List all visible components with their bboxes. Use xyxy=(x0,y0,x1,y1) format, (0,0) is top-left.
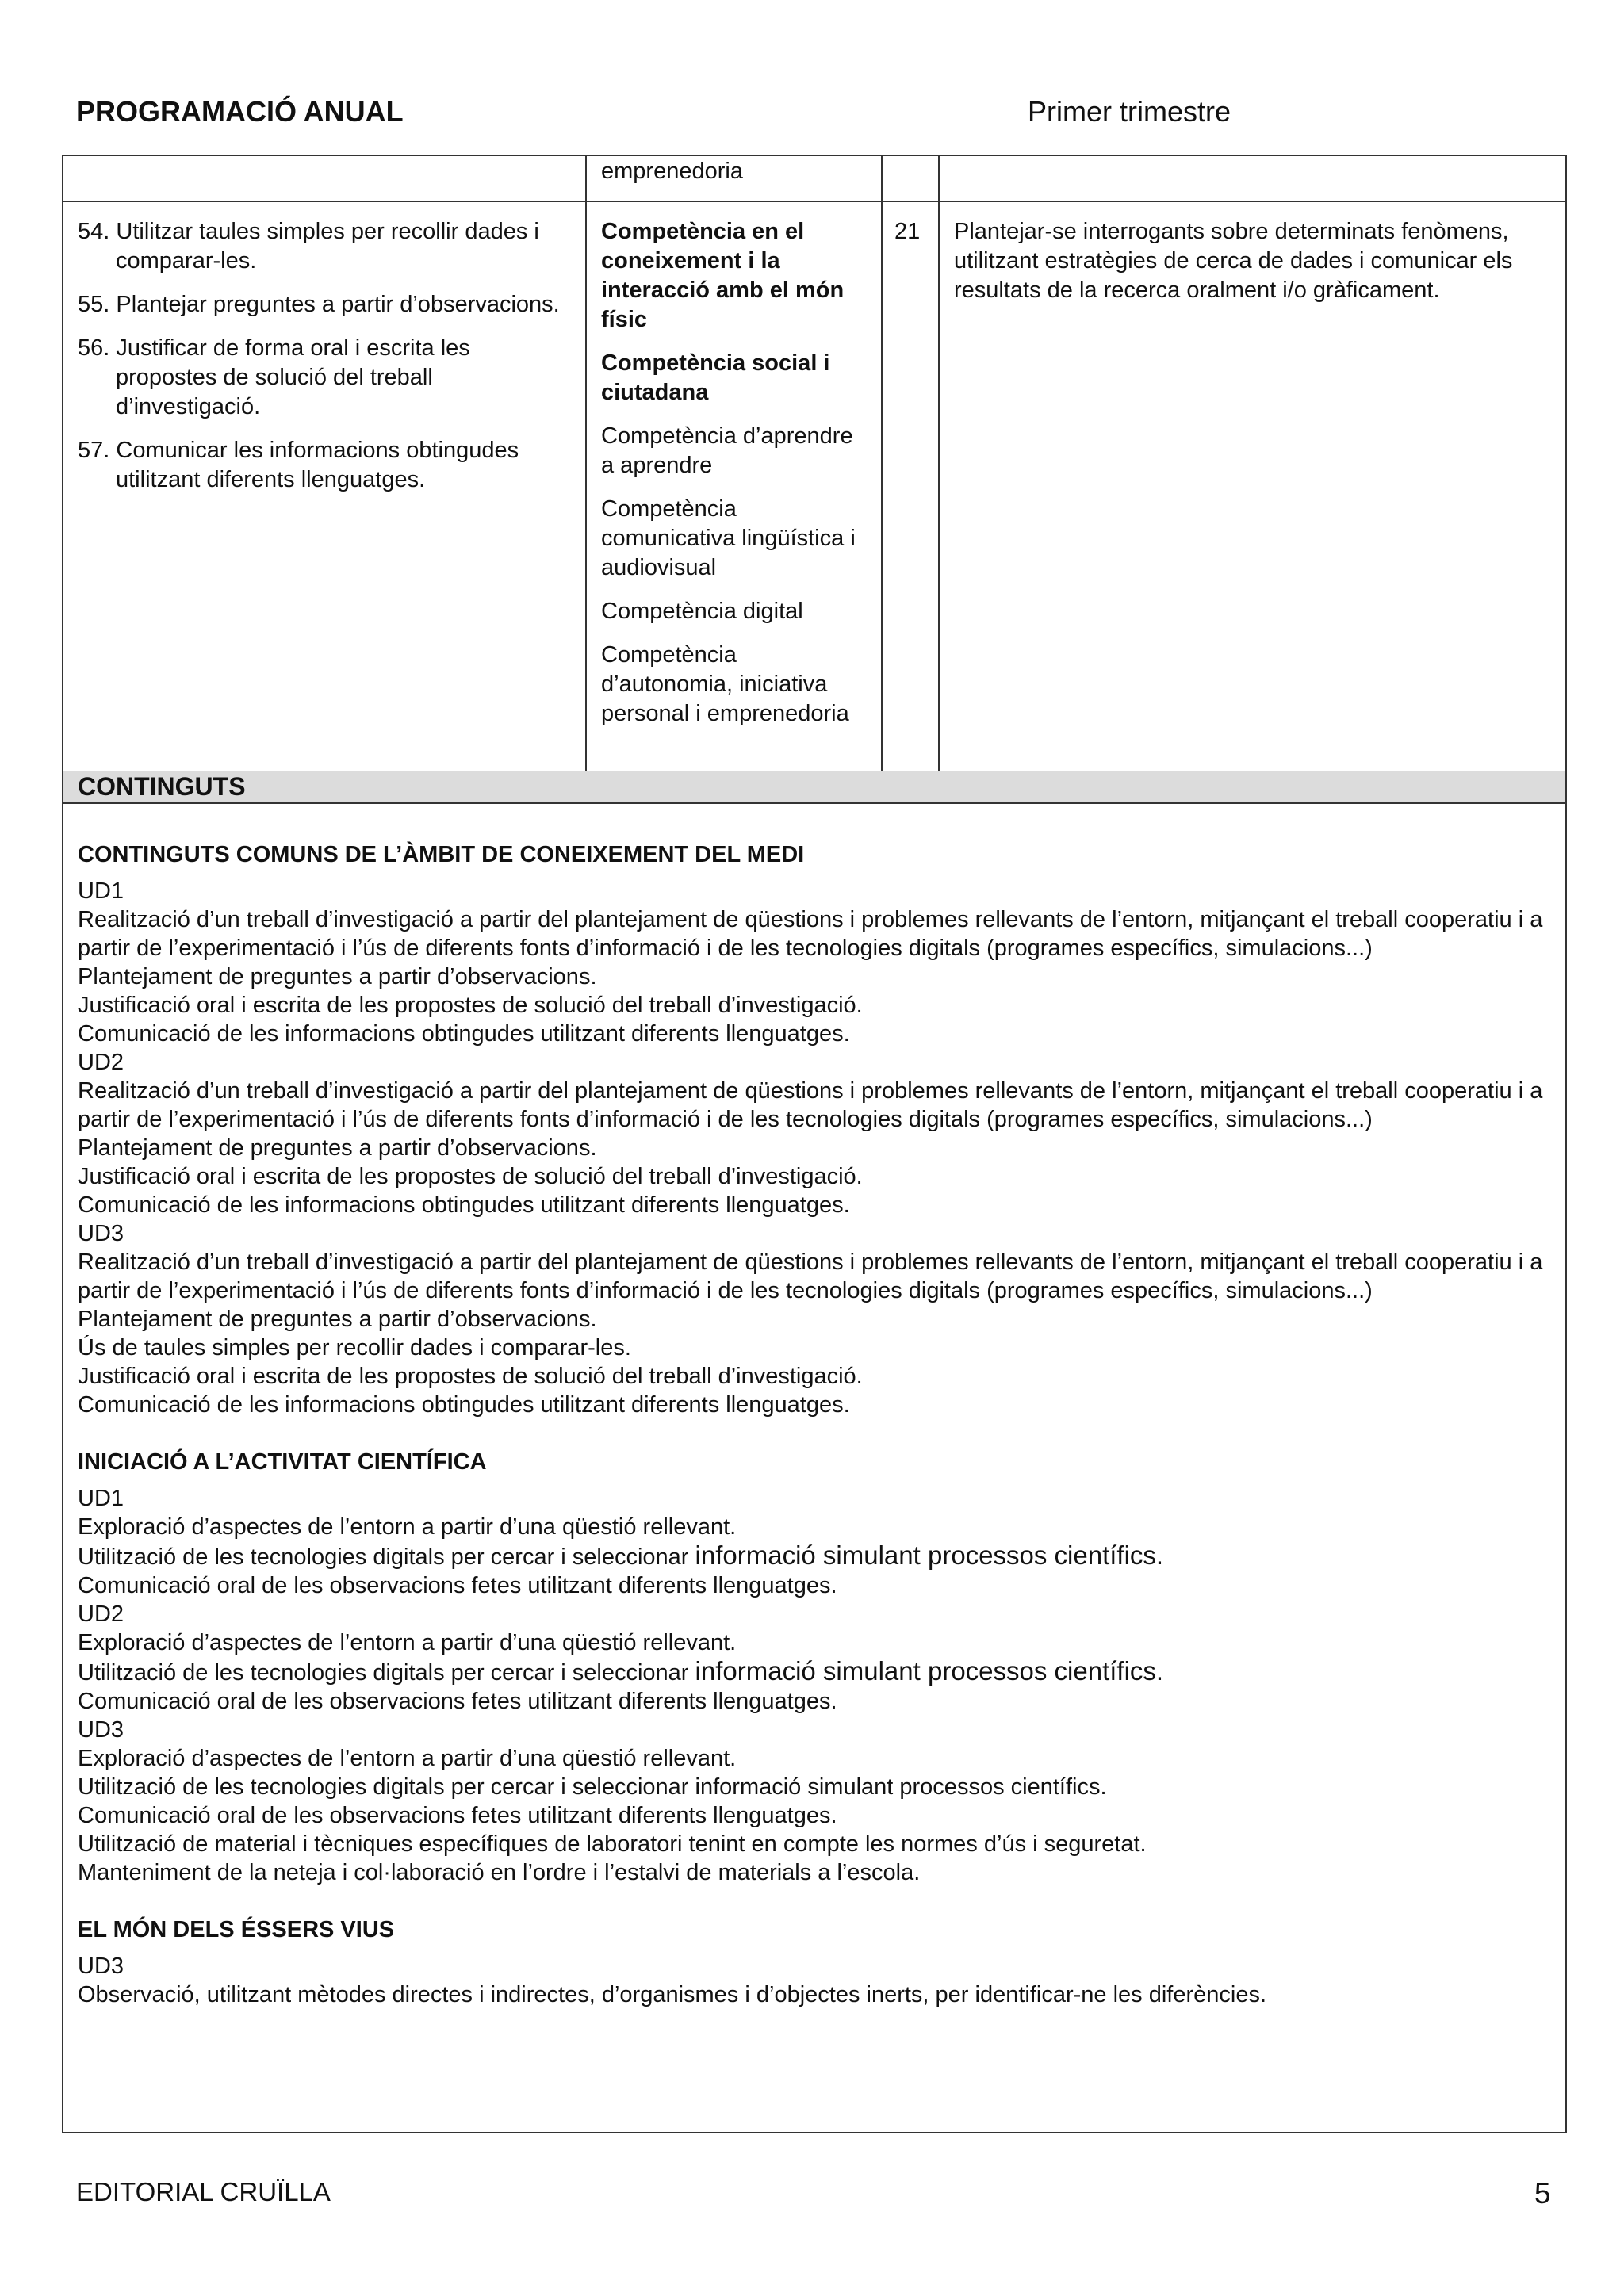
content-line: Observació, utilitzant mètodes directes i indirectes, d’organismes i d’objectes inerts, per identificar-ne les diferències. xyxy=(78,1982,1267,2007)
contents-heading: CONTINGUTS xyxy=(78,772,246,801)
publisher: EDITORIAL CRUÏLLA xyxy=(76,2177,331,2206)
column-divider xyxy=(881,155,883,771)
competence-item: Competència social i ciutadana xyxy=(601,350,830,405)
objective-item: 57. Comunicar les informacions obtingudes utilitzant diferents llenguatges. xyxy=(78,438,519,492)
section-title: INICIACIÓ A L’ACTIVITAT CIENTÍFICA xyxy=(78,1449,487,1475)
objective-item: 55. Plantejar preguntes a partir d’observacions. xyxy=(78,292,560,317)
content-line: Comunicació oral de les observacions fetes utilitzant diferents llenguatges. xyxy=(78,1689,837,1714)
criterion-text: Plantejar-se interrogants sobre determinats fenòmens, utilitzant estratègies de cerca de dades i comunicar els resultats de la recerca oralment i/o gràficament. xyxy=(954,219,1513,303)
contents-heading-bar xyxy=(63,771,1565,804)
large-text: informació simulant processos científics. xyxy=(695,1656,1164,1686)
content-line: UD1 xyxy=(78,878,124,904)
content-line: Comunicació de les informacions obtingudes utilitzant diferents llenguatges. xyxy=(78,1021,850,1047)
content-line: Ús de taules simples per recollir dades i comparar-les. xyxy=(78,1335,631,1360)
row-divider xyxy=(62,201,1567,202)
criterion-number: 21 xyxy=(894,219,921,244)
content-line: Realització d’un treball d’investigació a partir del plantejament de qüestions i problemes rellevants de l’entorn, mitjançant el treball cooperatiu i a partir de l’experimentació i l’ús de diferents fonts d’informació i de les tecnologies digitals (programes específics, simulacions...) xyxy=(78,1078,1543,1132)
content-line: Utilització de les tecnologies digitals per cercar i seleccionar informació simulant processos científics. xyxy=(78,1540,1164,1570)
page-title: PROGRAMACIÓ ANUAL xyxy=(76,95,404,128)
content-line: UD3 xyxy=(78,1221,124,1246)
objectives-cell xyxy=(78,217,569,509)
content-line: Justificació oral i escrita de les propostes de solució del treball d’investigació. xyxy=(78,993,863,1018)
competence-item: Competència en el coneixement i la interacció amb el món físic xyxy=(601,219,845,332)
content-line: Manteniment de la neteja i col·laboració en l’ordre i l’estalvi de materials a l’escola. xyxy=(78,1860,921,1885)
content-line: Realització d’un treball d’investigació a partir del plantejament de qüestions i problemes rellevants de l’entorn, mitjançant el treball cooperatiu i a partir de l’experimentació i l’ús de diferents fonts d’informació i de les tecnologies digitals (programes específics, simulacions...) xyxy=(78,1249,1543,1303)
column-divider xyxy=(585,155,587,771)
content-line: Justificació oral i escrita de les propostes de solució del treball d’investigació. xyxy=(78,1164,863,1189)
content-line: UD3 xyxy=(78,1954,124,1979)
competence-item: Competència comunicativa lingüística i audiovisual xyxy=(601,496,856,580)
competences-cell xyxy=(601,217,871,743)
section-title: EL MÓN DELS ÉSSERS VIUS xyxy=(78,1917,395,1942)
content-line: UD2 xyxy=(78,1601,124,1627)
objective-item: 54. Utilitzar taules simples per recollir dades i comparar-les. xyxy=(78,219,539,274)
content-line: Comunicació oral de les observacions fetes utilitzant diferents llenguatges. xyxy=(78,1573,837,1598)
contents-body xyxy=(78,840,1553,2009)
carry-over-text: emprenedoria xyxy=(601,159,743,184)
content-line: Utilització de material i tècniques específiques de laboratori tenint en compte les normes d’ús i seguretat. xyxy=(78,1831,1147,1857)
content-line: UD2 xyxy=(78,1050,124,1075)
column-divider xyxy=(938,155,940,771)
content-line: Exploració d’aspectes de l’entorn a partir d’una qüestió rellevant. xyxy=(78,1630,737,1655)
competence-item: Competència digital xyxy=(601,599,803,624)
section-title: CONTINGUTS COMUNS DE L’ÀMBIT DE CONEIXEMENT DEL MEDI xyxy=(78,842,805,867)
content-line: Comunicació de les informacions obtingudes utilitzant diferents llenguatges. xyxy=(78,1392,850,1418)
content-line: Justificació oral i escrita de les propostes de solució del treball d’investigació. xyxy=(78,1364,863,1389)
objective-item: 56. Justificar de forma oral i escrita les propostes de solució del treball d’investigació. xyxy=(78,335,470,419)
content-line: UD3 xyxy=(78,1717,124,1743)
content-line: Utilització de les tecnologies digitals per cercar i seleccionar informació simulant processos científics. xyxy=(78,1656,1164,1686)
content-line: UD1 xyxy=(78,1486,124,1511)
competence-item: Competència d’aprendre a aprendre xyxy=(601,423,853,478)
competence-item: Competència d’autonomia, iniciativa personal i emprenedoria xyxy=(601,642,849,726)
large-text: informació simulant processos científics. xyxy=(695,1540,1164,1570)
content-line: Comunicació de les informacions obtingudes utilitzant diferents llenguatges. xyxy=(78,1192,850,1218)
page-number: 5 xyxy=(1534,2177,1551,2210)
content-line: Exploració d’aspectes de l’entorn a partir d’una qüestió rellevant. xyxy=(78,1514,737,1540)
content-line: Plantejament de preguntes a partir d’observacions. xyxy=(78,1135,597,1161)
content-line: Plantejament de preguntes a partir d’observacions. xyxy=(78,1307,597,1332)
content-line: Plantejament de preguntes a partir d’observacions. xyxy=(78,964,597,989)
content-line: Utilització de les tecnologies digitals per cercar i seleccionar informació simulant processos científics. xyxy=(78,1774,1107,1800)
content-line: Comunicació oral de les observacions fetes utilitzant diferents llenguatges. xyxy=(78,1803,837,1828)
content-line: Realització d’un treball d’investigació a partir del plantejament de qüestions i problemes rellevants de l’entorn, mitjançant el treball cooperatiu i a partir de l’experimentació i l’ús de diferents fonts d’informació i de les tecnologies digitals (programes específics, simulacions...) xyxy=(78,907,1543,961)
content-line: Exploració d’aspectes de l’entorn a partir d’una qüestió rellevant. xyxy=(78,1746,737,1771)
term-label: Primer trimestre xyxy=(1028,95,1231,128)
